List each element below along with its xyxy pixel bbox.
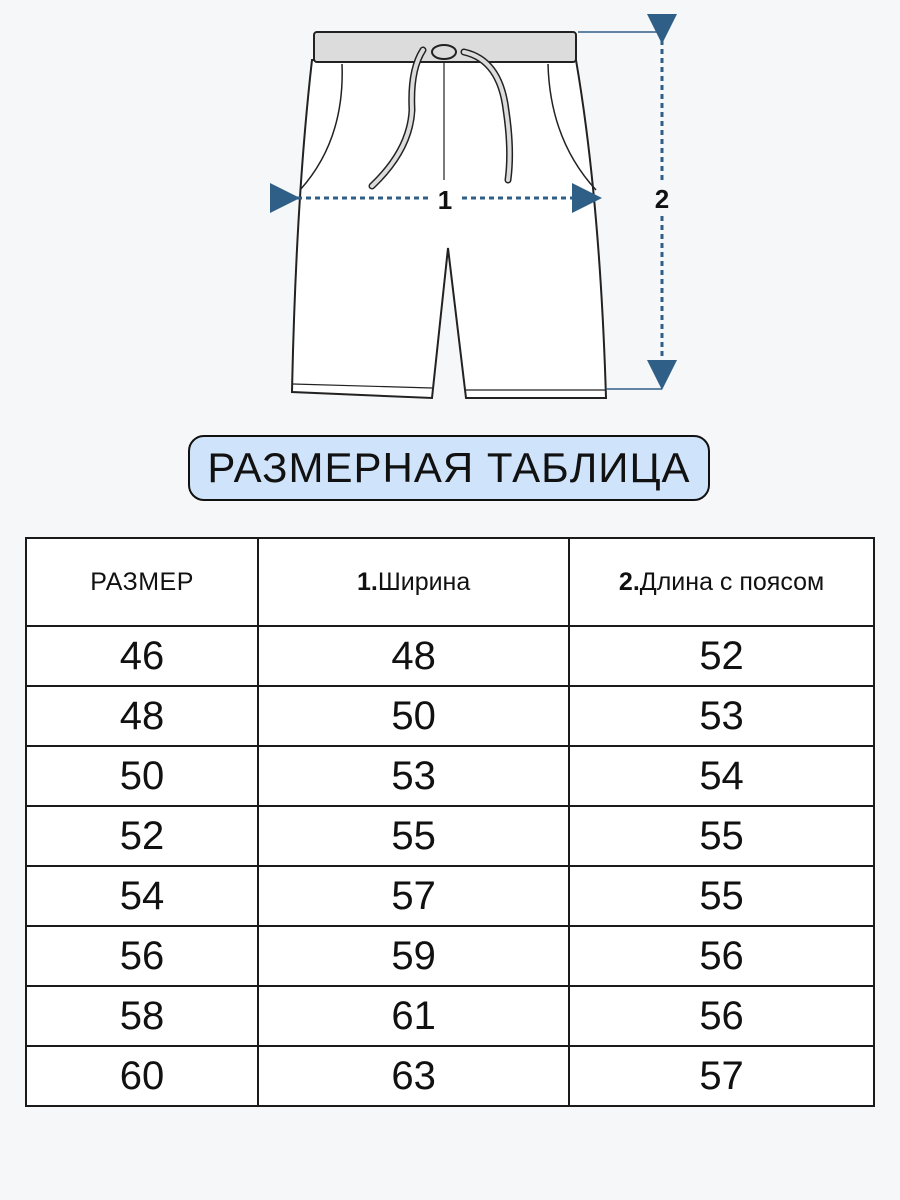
width-cell: 59 — [258, 926, 569, 986]
length-label: 2 — [654, 184, 670, 214]
table-row — [26, 866, 874, 926]
table-row — [26, 926, 874, 986]
table-row — [26, 806, 874, 866]
header-width-label: Ширина — [377, 567, 471, 596]
header-length-number: 2. — [618, 567, 640, 596]
shorts-diagram — [0, 0, 900, 420]
width-cell: 53 — [258, 746, 569, 806]
width-label: 1 — [437, 185, 453, 215]
drawstring-knot — [432, 45, 456, 59]
header-width-number: 1. — [356, 567, 378, 596]
header-length-label: Длина с поясом — [639, 567, 825, 596]
length-cell: 56 — [569, 986, 874, 1046]
size-cell: 48 — [26, 686, 258, 746]
table-row — [26, 1046, 874, 1106]
length-cell: 56 — [569, 926, 874, 986]
size-cell: 58 — [26, 986, 258, 1046]
width-cell: 57 — [258, 866, 569, 926]
length-cell: 55 — [569, 806, 874, 866]
header-width — [258, 538, 569, 626]
length-cell: 57 — [569, 1046, 874, 1106]
header-length — [569, 538, 874, 626]
size-cell: 60 — [26, 1046, 258, 1106]
table-row — [26, 986, 874, 1046]
width-cell: 63 — [258, 1046, 569, 1106]
size-cell: 56 — [26, 926, 258, 986]
width-cell: 50 — [258, 686, 569, 746]
header-size: РАЗМЕР — [26, 538, 258, 626]
length-cell: 52 — [569, 626, 874, 686]
table-row — [26, 626, 874, 686]
size-table-title: РАЗМЕРНАЯ ТАБЛИЦА — [188, 435, 710, 501]
length-cell: 53 — [569, 686, 874, 746]
width-cell: 55 — [258, 806, 569, 866]
length-cell: 55 — [569, 866, 874, 926]
size-cell: 46 — [26, 626, 258, 686]
size-cell: 52 — [26, 806, 258, 866]
width-cell: 48 — [258, 626, 569, 686]
size-cell: 50 — [26, 746, 258, 806]
table-row — [26, 686, 874, 746]
size-cell: 54 — [26, 866, 258, 926]
table-row — [26, 746, 874, 806]
size-table — [25, 537, 875, 1107]
length-cell: 54 — [569, 746, 874, 806]
width-cell: 61 — [258, 986, 569, 1046]
table-header-row — [26, 538, 874, 626]
